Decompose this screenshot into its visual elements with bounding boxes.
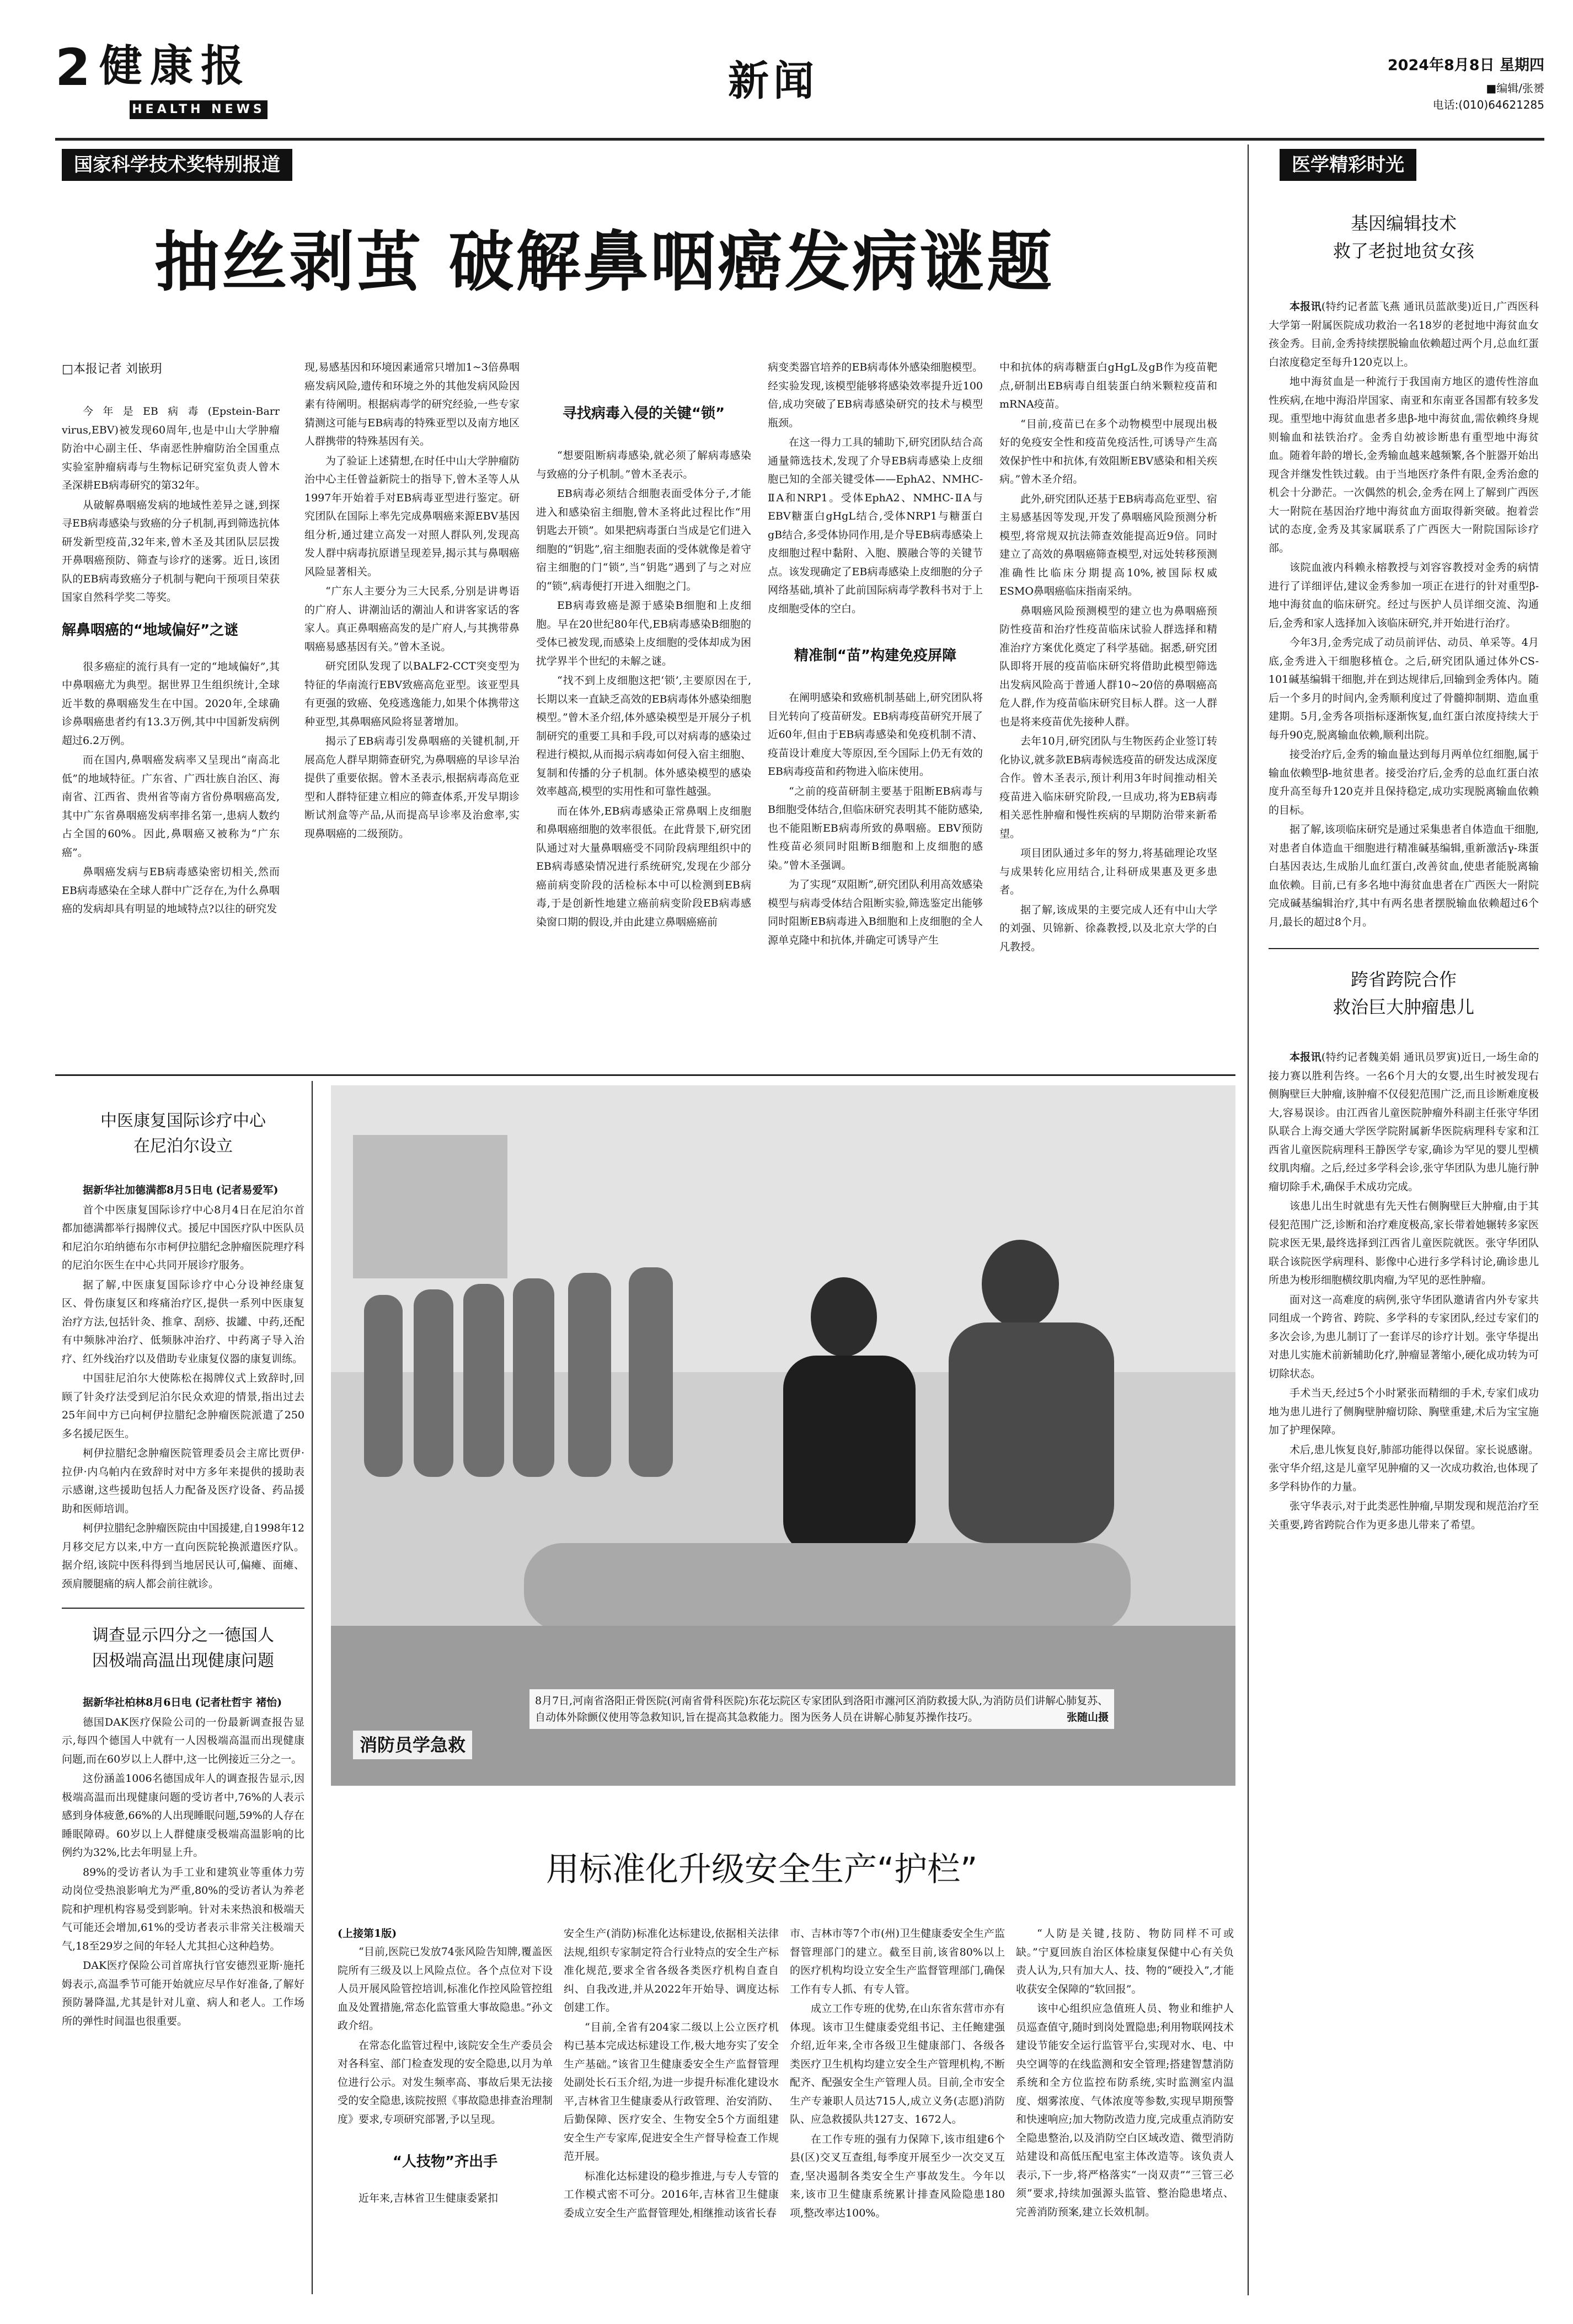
photo-credit: 张随山摄: [1066, 1711, 1109, 1723]
subhead-people-tech: “人技物”齐出手: [392, 2154, 498, 2170]
instructor-head: [811, 1277, 877, 1357]
body-p: 很多癌症的流行具有一定的“地域偏好”,其中鼻咽癌尤为典型。据世界卫生组织统计,全球近半数的鼻咽癌发生在中国。2020年,全球确诊鼻咽癌患者约有13.3万例,其中中国新发病例超过6.2万例。: [62, 660, 280, 747]
germany-reporter: (记者杜哲宇 褚怡): [195, 1696, 282, 1709]
body-p: 今年3月,金秀完成了动员前评估、动员、单采等。4月底,金秀进入干细胞移植仓。之后,研究团队通过体外CS-101碱基编辑干细胞,并在到达规律后,回输到金秀体内。随后一个多月的时间内,金秀顺利度过了骨髓抑制期、造血重建期。5月,金秀各项指标逐渐恢复,血红蛋白浓度持续大于每升90克,脱离输血依赖,顺利出院。: [1269, 636, 1539, 741]
instructor-body: [783, 1356, 916, 1554]
body-p: “人防是关键,技防、物防同样不可或缺。”宁夏回族自治区体检康复保健中心有关负责人认为,只有加大人、技、物的“硬投入”,才能收获安全保障的“软回报”。: [1016, 1927, 1234, 1995]
body-p: 术后,患儿恢复良好,肺部功能得以保留。家长说感谢。张守华介绍,这是儿童罕见肿瘤的又一次成功救治,也体现了多学科协作的力量。: [1269, 1443, 1539, 1493]
safety-col-4: [1016, 1925, 1234, 2305]
phone: 电话:(010)64621285: [1432, 98, 1544, 111]
brand-en: HEALTH NEWS: [130, 100, 267, 119]
body-p: 项目团队通过多年的努力,将基础理论攻坚与成果转化应用结合,让科研成果惠及更多患者。: [999, 847, 1217, 896]
body-p: 首个中医康复国际诊疗中心8月4日在尼泊尔首都加德满都举行揭牌仪式。援尼中国医疗队中医队员和尼泊尔珀纳德布尔市柯伊拉腊纪念肿瘤医院理疗科的尼泊尔医生在中心共同开展诊疗服务。: [62, 1203, 304, 1271]
body-p: 该患儿出生时就患有先天性右侧胸壁巨大肿瘤,由于其侵犯范围广泛,诊断和治疗难度极高,家长带着她辗转多家医院求医无果,最终选择到江西省儿童医院就医。张守华团队联合该院医学病理科、影像中心进行多学科讨论,确诊患儿所患为梭形细胞横纹肌肉瘤,为罕见的恶性肿瘤。: [1269, 1200, 1539, 1286]
safety-col-3: [790, 1925, 1005, 2305]
body-p: 为了实现“双阻断”,研究团队利用高效感染模型与病毒受体结合阻断实验,筛选鉴定出能够同时阻断EB病毒进入B细胞和上皮细胞的全人源单克隆中和抗体,并确定可诱导产生: [768, 879, 983, 946]
body-p: 中国驻尼泊尔大使陈松在揭牌仪式上致辞时,回顾了针灸疗法受到尼泊尔民众欢迎的情景,指出过去25年间中方已向柯伊拉腊纪念肿瘤医院派遣了250多名援尼医生。: [62, 1372, 304, 1440]
body-p: 中和抗体的病毒糖蛋白gHgL及gB作为疫苗靶点,研制出EB病毒自组装蛋白纳米颗粒疫苗和mRNA疫苗。: [999, 361, 1217, 410]
body-p: 89%的受访者认为手工业和建筑业等重体力劳动岗位受热浪影响尤为严重,80%的受访者认为养老院和护理机构容易受到影响。针对未来热浪和极端天气可能还会增加,61%的受访者表示非常关注极端天气,18至29岁之间的年轻人尤其担心这种趋势。: [62, 1866, 304, 1952]
body-p: 安全生产(消防)标准化达标建设,依据相关法律法规,组织专家制定符合行业特点的安全生产标准化规范,要求全省各级各类医疗机构自查自纠、自我改进,并从2022年开始导、调度达标创建工作。: [564, 1927, 779, 2014]
main-col-1: [62, 358, 280, 1070]
main-col-3: [536, 358, 751, 1070]
body-p: 接受治疗后,金秀的输血量达到每月两单位红细胞,属于输血依赖型β-地贫患者。接受治疗后,金秀的总血红蛋白浓度升高至每升120克并且保持稳定,成功实现脱离输血依赖的目标。: [1269, 748, 1539, 816]
guangxi-intro: (特约记者蓝飞燕 通讯员蓝歆斐)近日,广西医科大学第一附属医院成功救治一名18岁的老挝地中海贫血女孩金秀。目前,金秀持续摆脱输血依赖超过两个月,总血红蛋白浓度稳定至每升120克以上。: [1269, 301, 1539, 368]
body-p: “找不到上皮细胞这把‘锁’,主要原因在于,长期以来一直缺乏高效的EB病毒体外感染细胞模型。”曾木圣介绍,体外感染模型是开展分子机制研究的重要工具和手段,可以对病毒的感染过程进行模拟,从而揭示病毒如何侵入宿主细胞、复制和传播的分子机制。体外感染模型的感染效率越高,模型的实用性和可靠性越强。: [536, 674, 751, 797]
jiangxi-intro: (特约记者魏美娟 通讯员罗寅)近日,一场生命的接力赛以胜利告终。一名6个月大的女婴,出生时被发现右侧胸壁巨大肿瘤,该肿瘤不仅侵犯范围广泛,而且诊断难度极大,容易误诊。由江西省儿童医院肿瘤外科副主任张守华团队联合上海交通大学医学院附属新华医院病理科专家和江西省儿童医院病理科王静医学专家,确诊为罕见的婴儿型横纹肌肉瘤。之后,经过多学科会诊,张守华团队为患儿施行肿瘤切除手术,确保手术成功完成。: [1269, 1051, 1539, 1193]
body-p: 这份涵盖1006名德国成年人的调查报告显示,因极端高温而出现健康问题的受访者中,76%的人表示感到身体疲惫,66%的人出现睡眠问题,59%的人存在睡眠障碍。60岁以上人群健康受极端高温影响的比例约为32%,比去年明显上升。: [62, 1773, 304, 1859]
left-divider: [62, 1608, 304, 1609]
body-p: 在这一得力工具的辅助下,研究团队结合高通量筛选技术,发现了介导EB病毒感染上皮细胞已知的全部关键受体——EphA2、NMHC-ⅡA和NRP1。受体EphA2、NMHC-ⅡA与EBV糖蛋白gHgL结合,受体NRP1与糖蛋白gB结合,多受体协同作用,是介导EB病毒感染上皮细胞过程中黏附、入胞、膜融合等的关键节点。该发现确定了EB病毒感染上皮细胞的分子网络基础,填补了此前国际病毒学教科书对于上皮细胞受体的空白。: [768, 436, 983, 615]
guangxi-lead: 本报讯: [1290, 301, 1321, 313]
body-p: 为了验证上述猜想,在时任中山大学肿瘤防治中心主任曾益新院士的指导下,曾木圣等人从1997年开始着手对EB病毒亚型进行鉴定。研究团队在国际上率先完成鼻咽癌来源EBV基因组分析,通过建立高发一对照人群队列,发现高发人群中病毒抗原谱呈现差异,揭示其与鼻咽癌风险显著相关。: [304, 454, 520, 578]
safety-cont: (上接第1版): [338, 1927, 397, 1940]
photo-label: 消防员学急救: [353, 1731, 472, 1759]
intro-p2: 从破解鼻咽癌发病的地域性差异之谜,到探寻EB病毒感染与致癌的分子机制,再到筛选抗体研发新型疫苗,32年来,曾木圣及其团队层层拨开鼻咽癌预防、筛查与诊疗的迷雾。近日,该团队的EB病毒致癌分子机制与靶向干预项目荣获国家自然科学奖二等奖。: [62, 499, 280, 603]
body-p: 病变类器官培养的EB病毒体外感染细胞模型。经实验发现,该模型能够将感染效率提升近100倍,成功突破了EB病毒感染研究的技术与模型瓶颈。: [768, 361, 983, 429]
jiangxi-title: 跨省跨院合作 救治巨大肿瘤患儿: [1333, 969, 1474, 1018]
main-col-2: [304, 358, 520, 1070]
body-p: “目前,疫苗已在多个动物模型中展现出极好的免疫安全性和疫苗免疫活性,可诱导产生高效保护性中和抗体,有效阻断EBV感染和相关疾病。”曾木圣介绍。: [999, 417, 1217, 485]
main-story-bottom-rule: [55, 1074, 1235, 1076]
body-p: “想要阻断病毒感染,就必须了解病毒感染与致癌的分子机制。”曾木圣表示。: [536, 449, 751, 480]
germany-p0: [62, 1694, 304, 1712]
safety-col-2: [564, 1925, 779, 2305]
body-p: 近年来,吉林省卫生健康委紧扣: [359, 2192, 499, 2204]
right-divider: [1269, 948, 1539, 949]
body-p: “之前的疫苗研制主要基于阻断EB病毒与B细胞受体结合,但临床研究表明其不能防感染,也不能阻断EB病毒所致的鼻咽癌。EBV预防性疫苗必须同时阻断B细胞和上皮细胞的感染。”曾木圣强调。: [768, 785, 983, 871]
subhead-lock: 寻找病毒入侵的关键“锁”: [562, 405, 725, 422]
body-p: 据了解,该项临床研究是通过采集患者自体造血干细胞,对患者自体造血干细胞进行精准碱基编辑,重新激活γ-珠蛋白基因表达,生成胎儿血红蛋白,改善贫血,使患者能脱离输血依赖。目前,已有多名地中海贫血患者在广西医大一附院完成碱基编辑治疗,其中有两名患者摆脱输血依赖超过6个月,最长的超过8个月。: [1269, 823, 1539, 928]
body-p: 去年10月,研究团队与生物医药企业签订转化协议,就多款EB病毒候选疫苗的研发达成深度合作。曾木圣表示,预计利用3年时间推动相关疫苗进入临床研究阶段,一旦成功,将为EB病毒相关恶性肿瘤和慢性疾病的早期防治带来新希望。: [999, 735, 1217, 840]
body-p: 在工作专班的强有力保障下,该市组建6个县(区)交叉互查组,每季度开展至少一次交叉互查,坚决遏制各类安全生产事故发生。今年以来,该市卫生健康系统累计排查风险隐患180项,整改率达100%。: [790, 2133, 1005, 2219]
brand-logo: 健康报: [99, 41, 252, 91]
body-p: 成立工作专班的优势,在山东省东营市亦有体现。该市卫生健康委党组书记、主任鲍建强介绍,近年来,全市各级卫生健康部门、各级各类医疗卫生机构均建立安全生产管理机构,不断配齐、配强安全生产管理人员。目前,全市安全生产专兼职人员达715人,成立义务(志愿)消防队、应急救援队共127支、1672人。: [790, 2002, 1005, 2125]
jiangxi-p0: [1269, 1048, 1539, 1196]
body-p: DAK医疗保险公司首席执行官安德烈亚斯·施托姆表示,高温季节可能开始就应尽早作好准备,了解好预防暑降温,尤其是针对儿童、病人和老人。工作场所的弹性时间温也很重要。: [62, 1959, 304, 2027]
main-col-4: [768, 358, 983, 1070]
body-p: 市、吉林市等7个市(州)卫生健康委安全生产监督管理部门的建立。截至目前,该省80%以上的医疗机构均设立安全生产监督管理部门,确保工作有专人抓、有专人管。: [790, 1927, 1005, 1995]
subhead-region: 解鼻咽癌的“地域偏好”之谜: [62, 622, 239, 639]
left-vertical-rule: [312, 1081, 313, 2294]
body-p: EB病毒致癌是源于感染B细胞和上皮细胞。早在20世纪80年代,EB病毒感染B细胞的受体已被发现,而感染上皮细胞的受体却成为困扰学界半个世纪的未解之谜。: [536, 599, 751, 667]
photo-window: [353, 1135, 507, 1278]
nepal-p0: [62, 1181, 304, 1200]
editor: ■编辑/张赟: [1486, 82, 1544, 95]
special-report-tag: 国家科学技术奖特别报道: [62, 149, 292, 181]
photo-illustration: [331, 1085, 1235, 1786]
section-title: 新闻: [728, 57, 818, 105]
news-photo: [331, 1085, 1235, 1786]
body-p: 在常态化监管过程中,该院安全生产委员会对各科室、部门检查发现的安全隐患,以月为单位进行公示。对发生频率高、事故后果无法接受的安全隐患,该院按照《事故隐患排查治理制度》要求,专项研究部署,予以呈现。: [338, 2039, 553, 2125]
guangxi-p0: [1269, 298, 1539, 372]
body-p: 手术当天,经过5个小时紧张而精细的手术,专家们成功地为患儿进行了侧胸壁肿瘤切除、胸壁重建,术后为宝宝施加了护理保障。: [1269, 1387, 1539, 1436]
body-p: 揭示了EB病毒引发鼻咽癌的关键机制,开展高危人群早期筛查研究,为鼻咽癌的早诊早治提供了重要依据。曾木圣表示,根据病毒高危亚型和人群特征建立相应的筛查体系,开发早期诊断试剂盒等产品,从而提高早诊率及治愈率,实现鼻咽癌的二级预防。: [304, 735, 520, 840]
jiangxi-lead: 本报讯: [1290, 1051, 1321, 1063]
germany-title: 调查显示四分之一德国人 因极端高温出现健康问题: [92, 1626, 274, 1670]
photo-caption-box: [529, 1689, 1114, 1729]
nurse-head: [982, 1240, 1059, 1328]
body-p: 在阐明感染和致癌机制基础上,研究团队将目光转向了疫苗研发。EB病毒疫苗研究开展了近60年,但由于EB病毒感染和免疫机制不清、疫苗设计难度大等原因,至今国际上仍无有效的EB病毒疫苗和药物进入临床使用。: [768, 692, 983, 778]
safety-col-1: [338, 1925, 553, 2305]
body-p: “目前,医院已发放74张风险告知牌,覆盖医院所有三级及以上风险点位。各个点位对下设人员开展风险管控培训,标准化作控风险管控组血及处置措施,常态化监管重大事故隐患。”孙文政介绍。: [338, 1946, 553, 2032]
body-p: 鼻咽癌风险预测模型的建立也为鼻咽癌预防性疫苗和治疗性疫苗临床试验人群选择和精准治疗方案优化奠定了科学基础。据悉,研究团队即将开展的疫苗临床研究将借助此模型筛选出发病风险高于普通人群10~20倍的鼻咽癌高危人群,作为疫苗临床研究目标人群。这一人群也是将来疫苗优先接种人群。: [999, 604, 1217, 728]
masthead-rule: [55, 138, 1544, 141]
body-p: 该中心组织应急值班人员、物业和维护人员巡查值守,随时到岗处置隐患;利用物联网技术建设节能安全运行监管平台,实现对水、电、中央空调等的在线监测和安全管理;搭建智慧消防系统和全方位监控布防系统,实时监测室内温度、烟雾浓度、气体浓度等参数,实现早期预警和快速响应;加大物防改造力度,完成重点消防安全隐患整治,以及消防空白区域改造、微型消防站建设和高低压配电室主体改造等。该负责人表示,下一步,将严格落实“一岗双责”“三管三必须”要求,持续加强源头监管、整治隐患堵点、完善消防预案,建立长效机制。: [1016, 2002, 1234, 2218]
body-p: 此外,研究团队还基于EB病毒高危亚型、宿主易感基因等发现,开发了鼻咽癌风险预测分析模型,将常规双抗法筛查效能提高近9倍。同时建立了高效的鼻咽癌筛查模型,对远处转移预测准确性比临床分期提高10%,被国际权威ESMO鼻咽癌临床指南采纳。: [999, 492, 1217, 597]
nurse-body: [949, 1322, 1114, 1543]
body-p: 据了解,该成果的主要完成人还有中山大学的刘强、贝锦新、徐淼教授,以及北京大学的白凡教授。: [999, 903, 1217, 953]
body-p: 德国DAK医疗保险公司的一份最新调查报告显示,每四个德国人中就有一人因极端高温而出现健康问题,而在60岁以上人群中,这一比例接近三分之一。: [62, 1716, 304, 1765]
body-p: 鼻咽癌发病与EB病毒感染密切相关,然而EB病毒感染在全球人群中广泛存在,为什么鼻咽癌的发病却具有明显的地域特点?以往的研究发: [62, 866, 280, 915]
body-p: 柯伊拉腊纪念肿瘤医院由中国援建,自1998年12月移交尼方以来,中方一直向医院轮换派遣医疗队。据介绍,该院中医科得到当地居民认可,偏瘫、面瘫、颈肩腰腿痛的病人都会前往就诊。: [62, 1522, 304, 1590]
guangxi-title: 基因编辑技术 救了老挝地贫女孩: [1333, 213, 1474, 261]
germany-dateline: 据新华社柏林8月6日电: [83, 1696, 192, 1709]
main-col-5: [999, 358, 1217, 1070]
body-p: “广东人主要分为三大民系,分别是讲粤语的广府人、讲潮汕话的潮汕人和讲客家话的客家人。真正鼻咽癌高发的是广府人,与其携带鼻咽癌易感基因有关。”曾木圣说。: [304, 585, 520, 653]
issue-date: 2024年8月8日 星期四: [1387, 57, 1544, 74]
masthead: [55, 34, 1544, 139]
byline: □本报记者 刘嵌玥: [62, 362, 162, 376]
body-p: 而在体外,EB病毒感染正常鼻咽上皮细胞和鼻咽癌细胞的效率很低。在此背景下,研究团队通过对大量鼻咽癌受不同阶段病理组织中的EB病毒感染情况进行系统研究,发现在少部分癌前病变阶段的活检标本中可以检测到EB病毒,于是创新性地建立癌前病变阶段EB病毒感染窗口期的假设,并由此建立鼻咽癌癌前: [536, 805, 751, 928]
body-p: 柯伊拉腊纪念肿瘤医院管理委员会主席比贾伊·拉伊·内乌帕内在致辞时对中方多年来提供的援助表示感谢,这些援助包括人力配备及医疗设备、药品援助和医师培训。: [62, 1447, 304, 1515]
right-col: [1269, 204, 1539, 2300]
nepal-dateline: 据新华社加德满都8月5日电: [83, 1184, 213, 1196]
body-p: 现,易感基因和环境因素通常只增加1~3倍鼻咽癌发病风险,遗传和环境之外的其他发病风险因素有待阐明。根据病毒学的研究经验,一些专家猜测这可能与EB病毒的特殊亚型以及南方地区人群携带的特殊基因有关。: [304, 361, 520, 447]
page-number: 2: [55, 38, 91, 97]
safety-headline: 用标准化升级安全生产“护栏”: [546, 1850, 978, 1889]
subhead-vaccine: 精准制“苗”构建免疫屏障: [794, 647, 957, 664]
body-p: 而在国内,鼻咽癌发病率又呈现出“南高北低”的地域特征。广东省、广西壮族自治区、海南省、江西省、贵州省等南方省份鼻咽癌高发,其中广东省鼻咽癌发病率排名第一,患病人数约占全国的60%。因此,鼻咽癌又被称为“广东癌”。: [62, 754, 280, 859]
photo-caption: 8月7日,河南省洛阳正骨医院(河南省骨科医院)东花坛院区专家团队到洛阳市瀍河区消防救援大队,为消防员们讲解心肺复苏、自动体外除颤仪使用等急救知识,旨在提高其急救能力。图为医务人员在讲解心肺复苏操作技巧。: [535, 1695, 1109, 1723]
left-briefs: [62, 1086, 304, 2294]
body-p: 面对这一高难度的病例,张守华团队邀请省内外专家共同组成一个跨省、跨院、多学科的专家团队,经过专家们的多次会诊,为患儿制订了一套详尽的诊疗计划。张守华提出对患儿实施术前新辅助化疗,肿瘤显著缩小,硬化成功转为可切除状态。: [1269, 1293, 1539, 1380]
body-p: 研究团队发现了以BALF2-CCT突变型为特征的华南流行EBV致癌高危亚型。该亚型具有更强的致癌、免疫逃逸能力,如果个体携带这种亚型,其鼻咽癌风险将显著增加。: [304, 660, 520, 728]
nepal-reporter: (记者易爱军): [216, 1184, 279, 1196]
body-p: 该院血液内科赖永榕教授与刘容容教授对金秀的病情进行了详细评估,建议金秀参加一项正在进行的针对重型β-地中海贫血的临床研究。经过与医护人员详细交流、沟通后,金秀和家人选择加入该临床研究,并开始进行治疗。: [1269, 561, 1539, 629]
body-p: 据了解,中医康复国际诊疗中心分设神经康复区、骨伤康复区和疼痛治疗区,提供一系列中医康复治疗方法,包括针灸、推拿、刮痧、拔罐、中药,还配有中频脉冲治疗、低频脉冲治疗、中药离子导入治疗、红外线治疗以及借助专业康复仪器的康复训练。: [62, 1278, 304, 1365]
body-p: “目前,全省有204家二级以上公立医疗机构已基本完成达标建设工作,极大地夯实了安全生产基础。”该省卫生健康委安全生产监督管理处副处长石玉介绍,为进一步提升标准化建设水平,吉林省卫生健康委从行政管理、治安消防、后勤保障、医疗安全、生物安全5个方面组建安全生产专家库,促进安全生产督导检查工作规范开展。: [564, 2021, 779, 2162]
right-vertical-rule: [1248, 144, 1249, 2295]
main-headline: 抽丝剥茧 破解鼻咽癌发病谜题: [154, 224, 1055, 300]
body-p: 标准化达标建设的稳步推进,与专人专管的工作模式密不可分。2016年,吉林省卫生健康委成立安全生产监督管理处,相继推动该省长春: [564, 2170, 779, 2219]
intro-p1: 今年是EB病毒(Epstein-Barr virus,EBV)被发现60周年,也是中山大学肿瘤防治中心副主任、华南恶性肿瘤防治全国重点实验室肿瘤病毒与生物标记研究室负责人曾木圣深耕EB病毒研究的第32年。: [62, 405, 280, 491]
cpr-mannequin: [524, 1543, 1131, 1631]
body-p: EB病毒必须结合细胞表面受体分子,才能进入和感染宿主细胞,曾木圣将此过程比作“用钥匙去开锁”。如果把病毒蛋白当成是它们进入细胞的“钥匙”,宿主细胞表面的受体就像是着守宿主细胞的门“锁”,当“钥匙”遇到了与之对应的“锁”,病毒便打开进入细胞之门。: [536, 488, 751, 592]
body-p: 地中海贫血是一种流行于我国南方地区的遗传性溶血性疾病,在地中海沿岸国家、南亚和东南亚各国都有较多发现。重型地中海贫血患者多患β-地中海贫血,需依赖终身规则输血和祛铁治疗。金秀自幼被诊断患有重型地中海贫血。随着年龄的增长,金秀输血越来越频繁,各个脏器开始出现含并继发性铁过载。由于当地医疗条件有限,金秀治愈的机会十分渺茫。一次偶然的机会,金秀在网上了解到广西医大一附院在基因治疗地中海贫血方面取得新突破。抱着尝试的态度,金秀及其家属联系了广西医大一附院国际诊疗部。: [1269, 376, 1539, 554]
nepal-title: 中医康复国际诊疗中心 在尼泊尔设立: [100, 1111, 266, 1156]
medical-highlights-tag: 医学精彩时光: [1280, 149, 1416, 181]
body-p: 张守华表示,对于此类恶性肿瘤,早期发现和规范治疗至关重要,跨省跨院合作为更多患儿带来了希望。: [1269, 1500, 1539, 1531]
